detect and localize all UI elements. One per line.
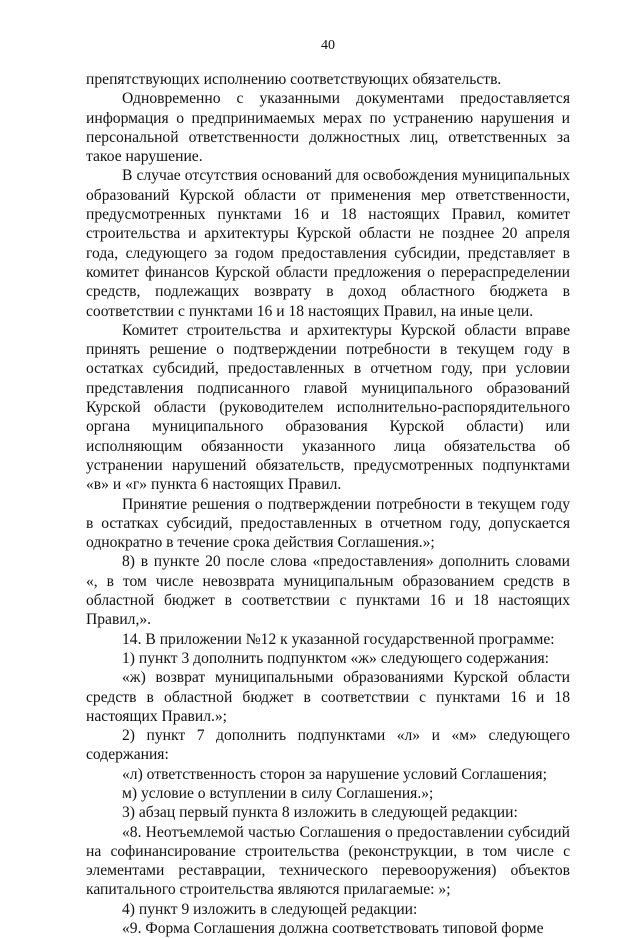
paragraph-6: 8) в пункте 20 после слова «предоставления» дополнить словами «, в том числе невозврата муниципальным образованием средств в областной бюджет в соответствии с пунктами 16 и 18 настоящих Правил,».: [86, 553, 570, 629]
paragraph-7: 14. В приложении №12 к указанной государственной программе:: [122, 630, 555, 648]
paragraph-13: 3) абзац первый пункта 8 изложить в следующей редакции:: [122, 804, 518, 822]
paragraph-15: 4) пункт 9 изложить в следующей редакции:: [122, 900, 418, 918]
paragraph-8: 1) пункт 3 дополнить подпунктом «ж» следующего содержания:: [122, 649, 549, 667]
paragraph-1: препятствующих исполнению соответствующих обязательств.: [86, 71, 502, 88]
paragraph-14: «8. Неотъемлемой частью Соглашения о предоставлении субсидий на софинансирование строительства (реконструкции, в том числе с элементами реставрации, технического перевооружения) объектов капитального строительства являются прилагаемые: »;: [86, 823, 570, 899]
paragraph-3: В случае отсутствия оснований для освобождения муниципальных образований Курской области от применения мер ответственности, предусмотренных пунктами 16 и 18 настоящих Правил, комитет строительства и архитектуры Курской области не позднее 20 апреля года, следующего за годом предоставления субсидии, представляет в комитет финансов Курской области предложения о перераспределении средств, подлежащих возврату в доход областного бюджета в соответствии с пунктами 16 и 18 настоящих Правил, на иные цели.: [86, 167, 570, 320]
paragraph-11: «л) ответственность сторон за нарушение условий Соглашения;: [122, 765, 547, 783]
paragraph-9: «ж) возврат муниципальными образованиями Курской области средств в областной бюджет в соответствии с пунктами 16 и 18 настоящих Правил.»;: [86, 669, 570, 725]
paragraph-16: «9. Форма Соглашения должна соответствовать типовой форме: [122, 920, 544, 938]
paragraph-2: Одновременно с указанными документами предоставляется информация о предпринимаемых мерах по устранению нарушения и персональной ответственности должностных лиц, ответственных за такое нарушение.: [86, 90, 570, 166]
paragraph-10: 2) пункт 7 дополнить подпунктами «л» и «м» следующего содержания:: [86, 727, 570, 764]
document-body: [86, 70, 570, 938]
paragraph-4: Комитет строительства и архитектуры Курской области вправе принять решение о подтверждении потребности в текущем году в остатках субсидий, предоставленных в отчетном году, при условии представления подписанного главой муниципального образований Курской области (руководителем исполнительно-распорядительного органа муниципального образования Курской области) или исполняющим обязанности указанного лица обязательства об устранении нарушений обязательств, предусмотренных подпунктами «в» и «г» пункта 6 настоящих Правил.: [86, 321, 570, 494]
paragraph-12: м) условие о вступлении в силу Соглашения.»;: [122, 784, 434, 802]
page-number: 40: [321, 38, 335, 53]
paragraph-5: Принятие решения о подтверждении потребности в текущем году в остатках субсидий, предоставленных в отчетном году, допускается однократно в течение срока действия Соглашения.»;: [86, 495, 570, 552]
